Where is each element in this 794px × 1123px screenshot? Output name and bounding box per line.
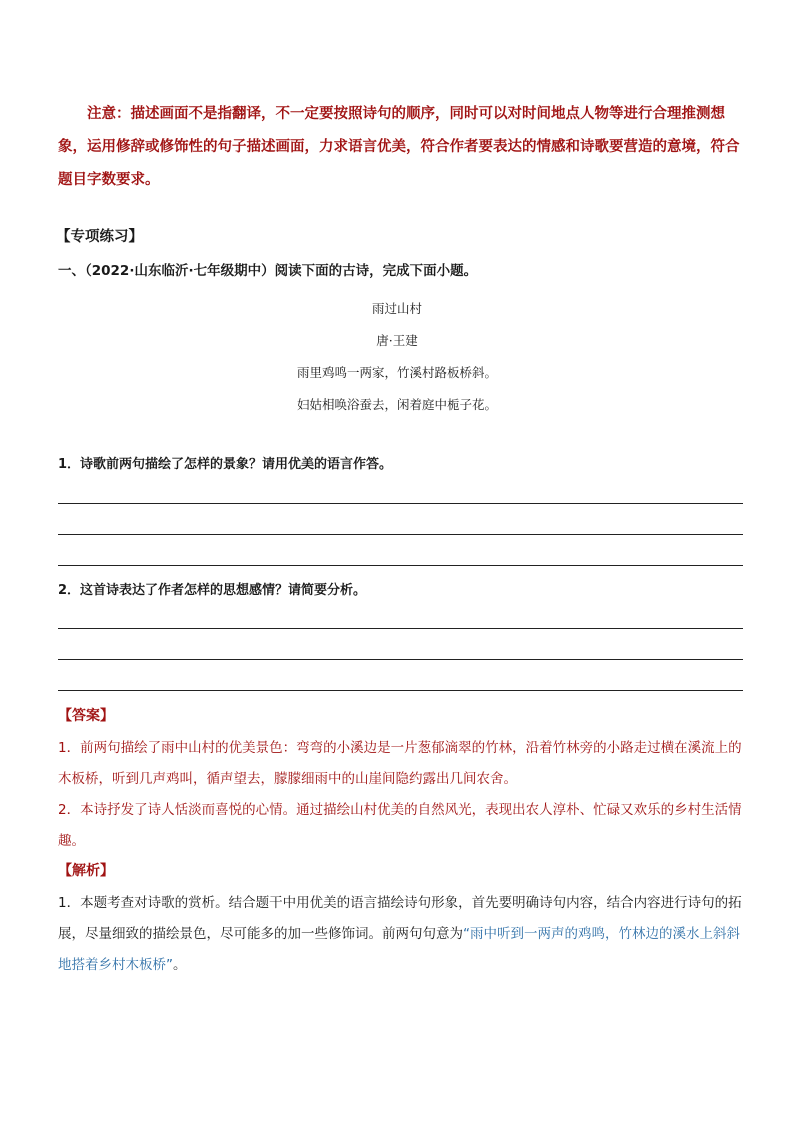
section-title: 【专项练习】 (56, 229, 143, 245)
analysis-1 (58, 888, 746, 981)
answer-line (58, 628, 743, 629)
answer-line (58, 503, 743, 504)
analysis-text: 1．本题考查对诗歌的赏析。结合题干中用优美的语言描绘诗句形象，首先要明确诗句内容，结合内容进行诗句的拓展，尽量细致的描绘景色，尽可能多的加一些修饰词。前两句句意为 (58, 895, 742, 942)
poem-author: 唐·王建 (376, 333, 418, 348)
answer-2: 2．本诗抒发了诗人恬淡而喜悦的心情。通过描绘山村优美的自然风光，表现出农人淳朴、忙碌又欢乐的乡村生活情趣。 (58, 802, 742, 849)
answer-line (58, 659, 743, 660)
answer-line (58, 565, 743, 566)
analysis-quote: “雨中听到一两声的鸡鸣，竹林边的溪水上斜斜地搭着乡村木板桥” (58, 926, 740, 973)
poem-line-1: 雨里鸡鸣一两家，竹溪村路板桥斜。 (296, 365, 497, 380)
answer-line (58, 534, 743, 535)
answer-line (58, 690, 743, 691)
question-2: 2．这首诗表达了作者怎样的思想感情？请简要分析。 (58, 583, 367, 598)
question-1: 1．诗歌前两句描绘了怎样的景象？请用优美的语言作答。 (58, 457, 393, 472)
writing-note: 注意：描述画面不是指翻译，不一定要按照诗句的顺序，同时可以对时间地点人物等进行合理推测想象，运用修辞或修饰性的句子描述画面，力求语言优美，符合作者要表达的情感和诗歌要营造的意境，符合题目字数要求。 (58, 106, 740, 188)
analysis-label: 【解析】 (58, 863, 114, 879)
question-heading: 一、（2022·山东临沂·七年级期中）阅读下面的古诗，完成下面小题。 (58, 263, 478, 279)
answer-label: 【答案】 (58, 708, 114, 724)
answer-1: 1．前两句描绘了雨中山村的优美景色：弯弯的小溪边是一片葱郁滴翠的竹林，沿着竹林旁的小路走过横在溪流上的木板桥，听到几声鸡叫，循声望去，朦朦细雨中的山崖间隐约露出几间农舍。 (58, 740, 742, 787)
analysis-end: 。 (173, 957, 187, 973)
poem-line-2: 妇姑相唤浴蚕去，闲着庭中栀子花。 (296, 397, 497, 412)
poem-title: 雨过山村 (371, 301, 422, 316)
